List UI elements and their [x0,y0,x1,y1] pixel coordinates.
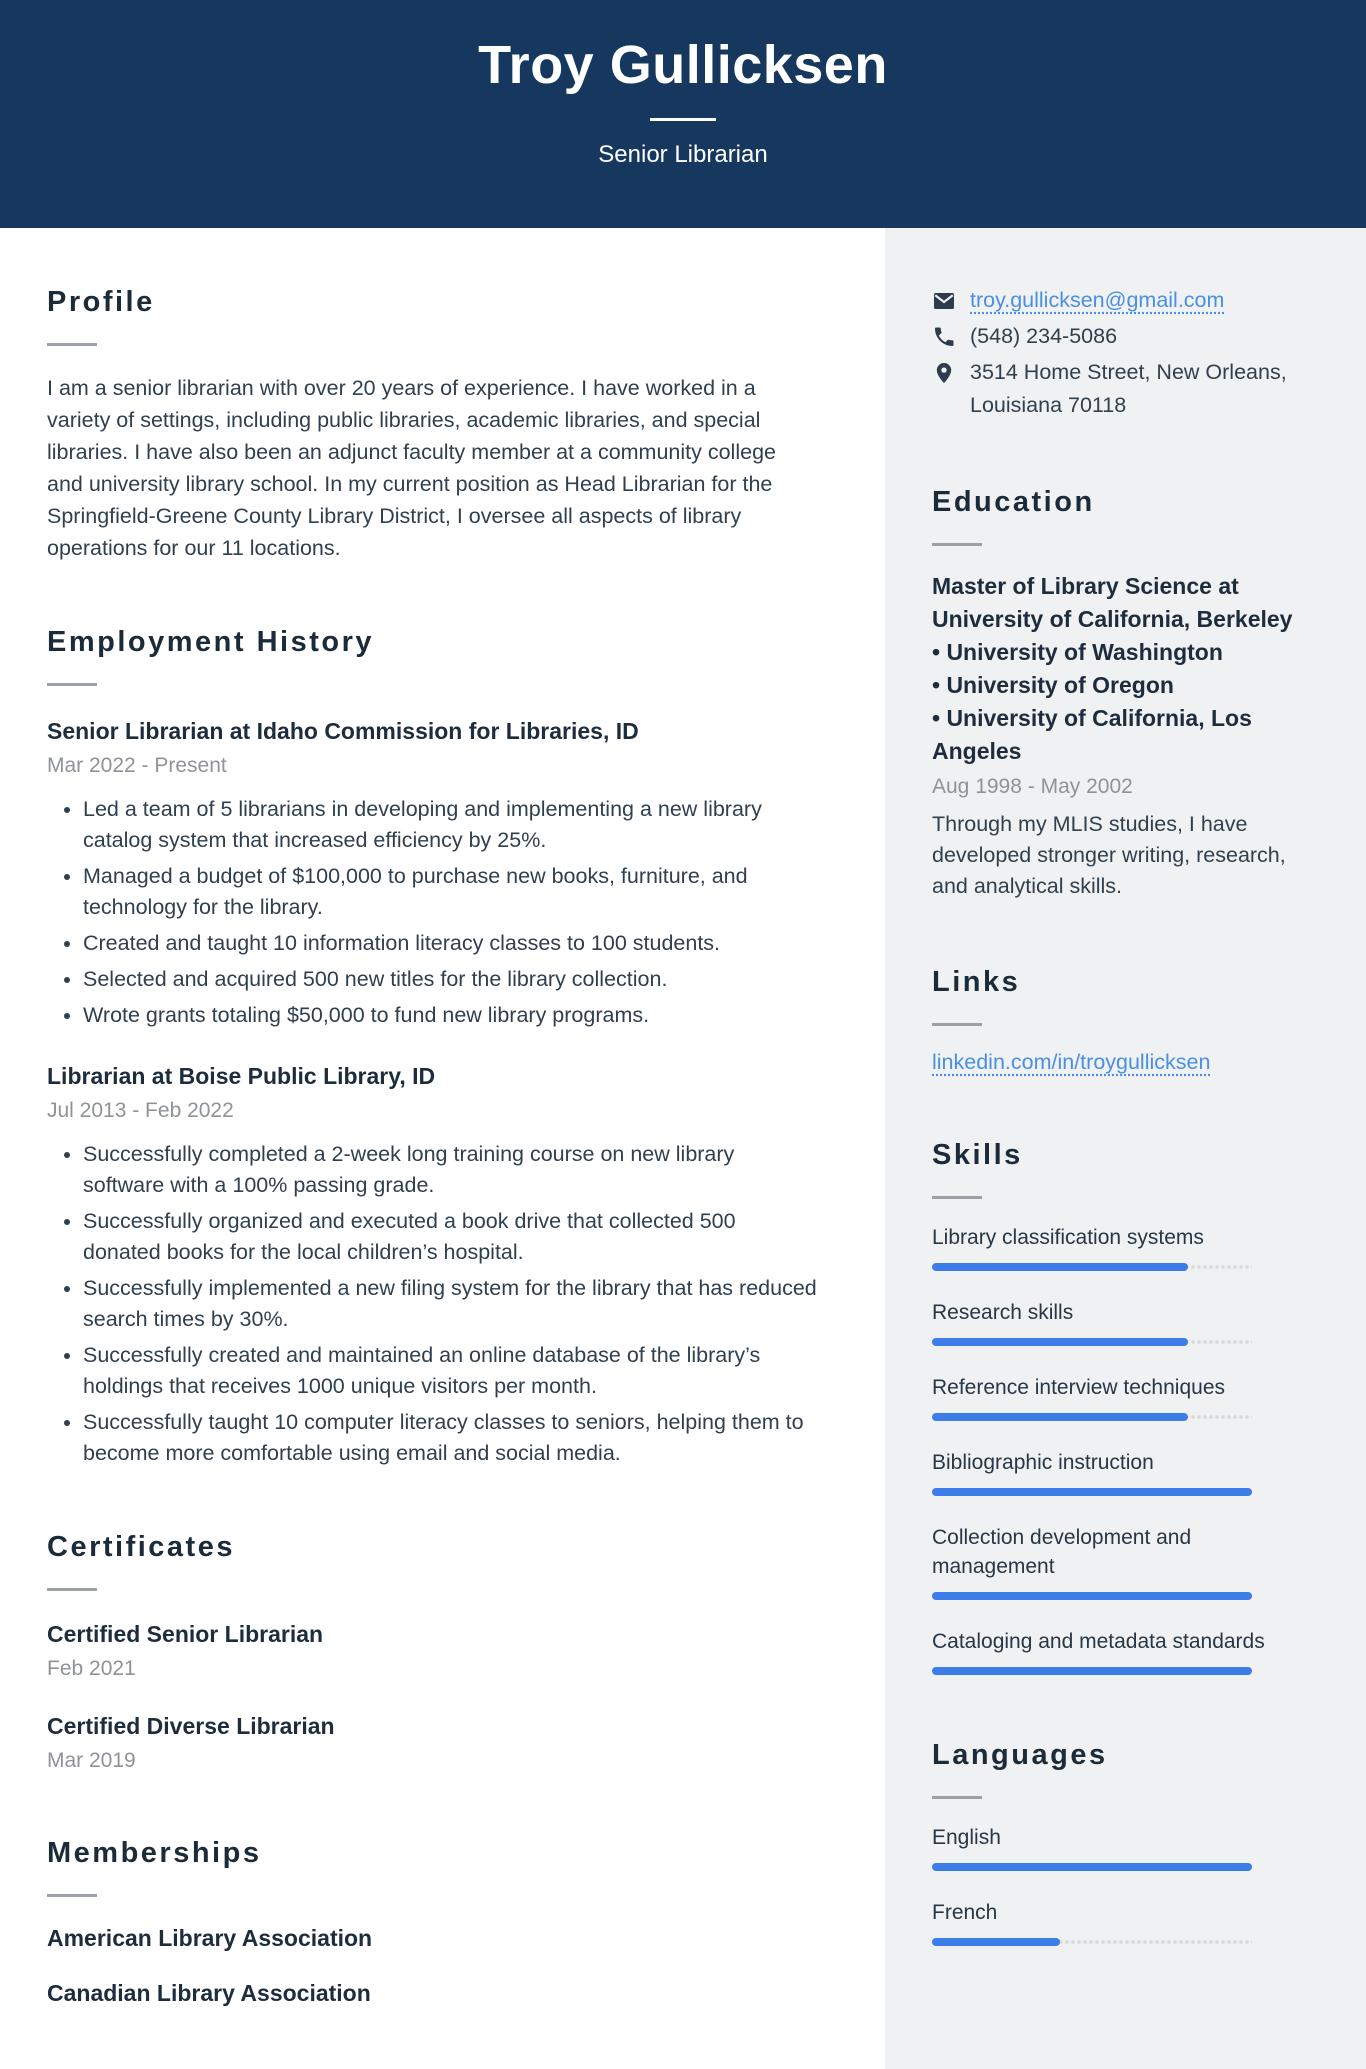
main-column [0,228,885,2069]
skill-bar-fill [932,1263,1188,1271]
degree-school: • University of Oregon [932,672,1174,698]
skill-item [932,1223,1316,1271]
skill-label: Research skills [932,1301,1074,1324]
skill-label: Reference interview techniques [932,1376,1225,1399]
job-period: Jul 2013 - Feb 2022 [47,1099,234,1122]
job-entry [47,716,817,1031]
education-description: Through my MLIS studies, I have developed stronger writing, research, and analytical skills. [932,812,1286,898]
certificates-section [47,1531,817,1775]
links-section [932,966,1316,1075]
skill-item [932,1298,1316,1346]
language-bar-fill [932,1938,1060,1946]
job-title: Librarian at Boise Public Library, ID [47,1063,436,1089]
contact-email-row [932,284,1316,317]
education-period: Aug 1998 - May 2002 [932,775,1133,798]
section-rule [47,1588,97,1591]
certificate-date: Mar 2019 [47,1749,136,1772]
profile-section [47,286,817,564]
skill-bar [932,1338,1252,1346]
membership-entry [47,1978,817,2009]
header-banner [0,0,1366,228]
skill-item [932,1627,1316,1675]
content-columns [0,228,1366,2069]
job-bullet: • Successfully completed a 2-week long training course on new library software with a 100% passing grade. [83,1139,817,1201]
skill-bar [932,1667,1252,1675]
envelope-icon [932,289,956,313]
language-item [932,1898,1316,1946]
skill-bar-fill [932,1413,1188,1421]
job-bullet: • Wrote grants totaling $50,000 to fund new library programs. [83,1000,817,1031]
job-bullet: • Successfully organized and executed a book drive that collected 500 donated books for the local children’s hospital. [83,1206,817,1268]
education-degree-block [932,570,1316,768]
skills-heading: Skills [932,1139,1023,1171]
skill-item [932,1448,1316,1496]
employment-section [47,626,817,1469]
membership-name: American Library Association [47,1925,373,1951]
section-rule [47,343,97,346]
job-bullet: • Managed a budget of $100,000 to purchase new books, furniture, and technology for the library. [83,861,817,923]
profile-text: I am a senior librarian with over 20 years of experience. I have worked in a variety of settings, including public libraries, academic libraries, and special libraries. I have also been an adjunct faculty member at a community college and university library school. In my current position as Head Librarian for the Springfield-Greene County Library District, I oversee all aspects of library operations for our 11 locations. [47,376,776,560]
membership-name: Canadian Library Association [47,1980,371,2006]
section-rule [932,1796,982,1799]
language-bar [932,1863,1252,1871]
languages-heading: Languages [932,1739,1108,1771]
contact-address-row [932,356,1316,422]
job-entry [47,1061,817,1469]
skill-bar [932,1413,1252,1421]
location-pin-icon [932,361,956,385]
degree-school: • University of Washington [932,639,1223,665]
certificate-date: Feb 2021 [47,1657,136,1680]
skill-bar [932,1488,1252,1496]
skill-item [932,1523,1316,1600]
language-label: English [932,1826,1001,1849]
job-bullet: • Selected and acquired 500 new titles for the library collection. [83,964,817,995]
job-bullet: • Successfully implemented a new filing system for the library that has reduced search times by 30%. [83,1273,817,1335]
links-heading: Links [932,966,1021,998]
skill-label: Library classification systems [932,1226,1204,1249]
job-bullet-list [47,1139,817,1469]
name-divider [650,118,716,121]
skill-bar [932,1592,1252,1600]
sidebar-column [885,228,1366,2069]
employment-heading: Employment History [47,626,374,658]
certificate-name: Certified Diverse Librarian [47,1713,335,1739]
job-period: Mar 2022 - Present [47,754,227,777]
phone-icon [932,325,956,349]
skill-label: Cataloging and metadata standards [932,1630,1265,1653]
language-label: French [932,1901,998,1924]
skill-label: Bibliographic instruction [932,1451,1154,1474]
section-rule [932,1196,982,1199]
job-bullet: • Created and taught 10 information literacy classes to 100 students. [83,928,817,959]
section-rule [47,683,97,686]
memberships-section [47,1837,817,2009]
skill-bar-fill [932,1488,1252,1496]
email-link[interactable]: troy.gullicksen@gmail.com [970,288,1225,312]
profile-heading: Profile [47,286,155,318]
job-title: Senior Librarian at Idaho Commission for Libraries, ID [47,718,639,744]
section-rule [47,1894,97,1897]
linkedin-link[interactable]: linkedin.com/in/troygullicksen [932,1050,1211,1074]
education-section [932,486,1316,902]
certificate-entry [47,1619,817,1683]
degree-school: • University of California, Los Angeles [932,705,1252,764]
language-bar-fill [932,1863,1252,1871]
education-heading: Education [932,486,1095,518]
job-bullet: • Led a team of 5 librarians in developing and implementing a new library catalog system that increased efficiency by 25%. [83,794,817,856]
skill-label: Collection development and management [932,1526,1192,1578]
job-bullet: • Successfully taught 10 computer literacy classes to seniors, helping them to become more comfortable using email and social media. [83,1407,817,1469]
contact-phone-row [932,320,1316,353]
degree-title: Master of Library Science at University of California, Berkeley [932,573,1293,632]
membership-entry [47,1923,817,1954]
language-item [932,1823,1316,1871]
job-bullet: • Successfully created and maintained an online database of the library’s holdings that receives 1000 unique visitors per month. [83,1340,817,1402]
skill-bar-fill [932,1592,1252,1600]
phone-number: (548) 234-5086 [970,324,1118,348]
skill-bar-fill [932,1667,1252,1675]
certificate-entry [47,1711,817,1775]
job-bullet-list [47,794,817,1031]
section-rule [932,543,982,546]
memberships-heading: Memberships [47,1837,262,1869]
skills-section [932,1139,1316,1675]
section-rule [932,1023,982,1026]
certificates-heading: Certificates [47,1531,235,1563]
person-job-title: Senior Librarian [598,141,768,168]
address-text: 3514 Home Street, New Orleans, Louisiana 70118 [970,360,1287,417]
person-name: Troy Gullicksen [478,35,888,95]
skill-bar-fill [932,1338,1188,1346]
language-bar [932,1938,1252,1946]
skill-item [932,1373,1316,1421]
contact-block [932,284,1316,422]
skill-bar [932,1263,1252,1271]
languages-section [932,1739,1316,1946]
certificate-name: Certified Senior Librarian [47,1621,324,1647]
